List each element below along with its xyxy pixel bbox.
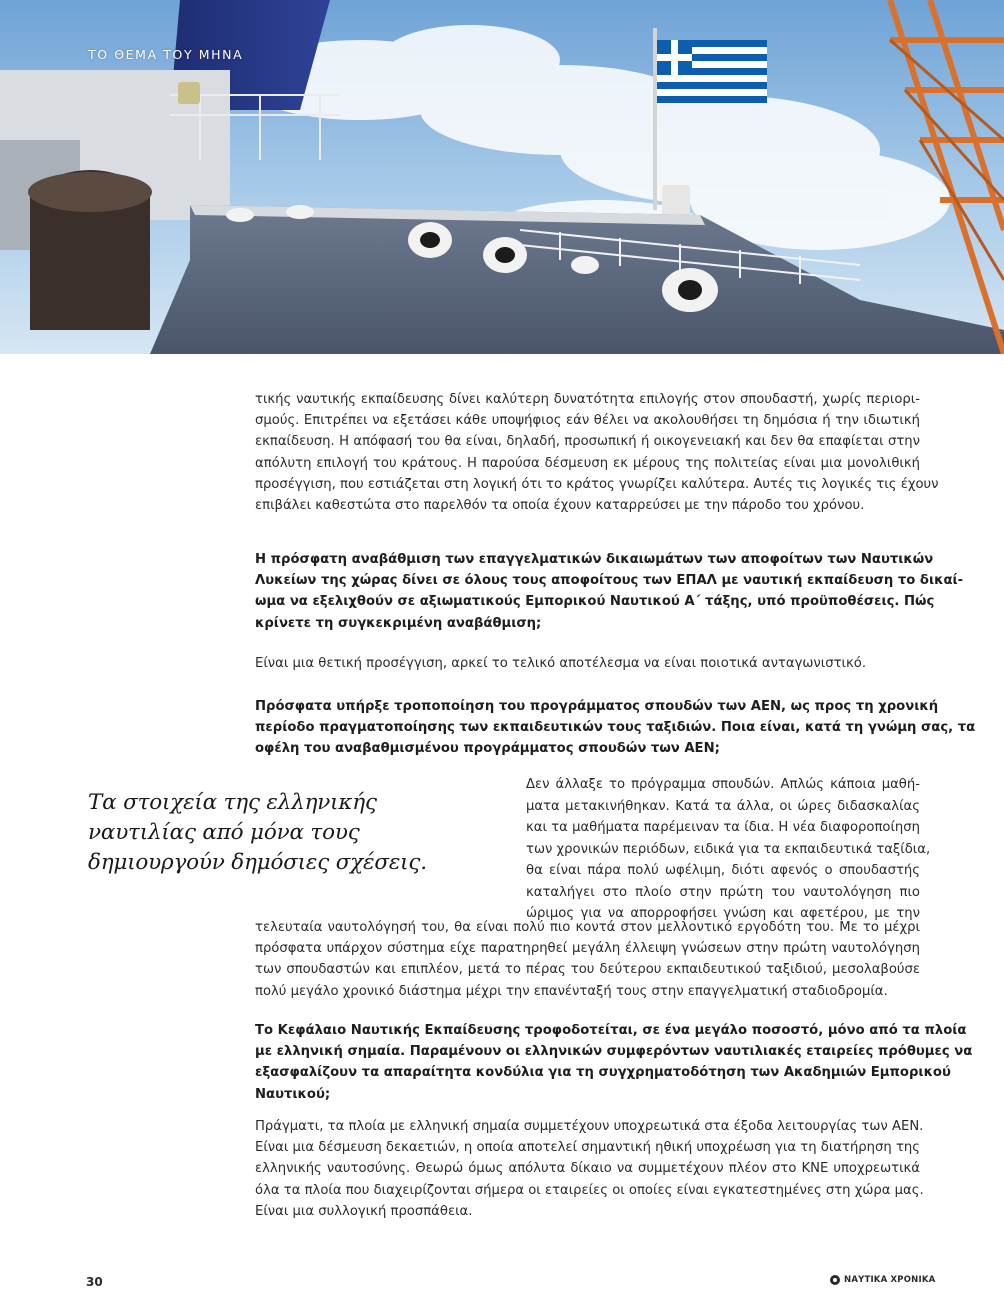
text-line: πρόσφατα υπάρχον σύστημα είχε παρατηρηθεί μεγάλη έλλειψη γνώσεων στην πρώτη ναυτολόγηση xyxy=(255,941,920,957)
footer-brand xyxy=(830,1275,935,1285)
section-label: ΤΟ ΘΕΜΑ ΤΟΥ ΜΗΝΑ xyxy=(88,47,244,62)
text-line: Η πρόσφατη αναβάθμιση των επαγγελματικών δικαιωμάτων των αποφοίτων των Ναυτικών xyxy=(255,552,934,567)
text-line: ωμα να εξελιχθούν σε αξιωματικούς Εμπορικού Ναυτικού Α΄ τάξης, υπό προϋποθέσεις. Πώς xyxy=(255,594,935,610)
pull-quote-line: δημιουργούν δημόσιες σχέσεις. xyxy=(88,850,427,875)
text-line: πολύ μεγάλο χρονικό διάστημα μέχρι την επανένταξή τους στην επαγγελματική σταδιοδρομία. xyxy=(255,983,888,999)
text-line: των χρονικών περιόδων, ειδικά για τα εκπαιδευτικά ταξίδια, xyxy=(526,841,931,857)
text-line: επιβάλει καθεστώτα στο παρελθόν τα οποία έχουν καταρρεύσει με την πάροδο του χρόνου. xyxy=(255,498,865,514)
text-line: τικής ναυτικής εκπαίδευσης δίνει καλύτερη δυνατότητα επιλογής στον σπουδαστή, χωρίς περιορι- xyxy=(255,392,920,407)
text-line: τελευταία ναυτολόγησή του, θα είναι πολύ πιο κοντά στον μελλοντικό εργοδότη του. Με το μέχρι xyxy=(255,920,920,935)
text-line: θα είναι πάρα πολύ ωφέλιμη, διότι αφενός ο σπουδαστής xyxy=(526,863,920,878)
text-line: σμούς. Επιτρέπει να εξετάσει κάθε υποψήφιος εάν θέλει να ακολουθήσει τη δημόσια ή την ιδιωτική xyxy=(255,413,920,429)
text-line: και τα μαθήματα παρέμειναν τα ίδια. Η νέα διαφοροποίηση xyxy=(526,820,920,835)
pull-quote-line: ναυτιλίας από μόνα τους xyxy=(88,820,360,845)
text-line: ματα μετακινήθηκαν. Κατά τα άλλα, οι ώρες διδασκαλίας xyxy=(526,798,920,814)
text-line: Δεν άλλαξε το πρόγραμμα σπουδών. Απλώς κάποια μαθή- xyxy=(526,777,920,792)
question-3 xyxy=(255,1020,973,1105)
pull-quote-line: Τα στοιχεία της ελληνικής xyxy=(88,790,377,815)
text-line: Λυκείων της χώρας δίνει σε όλους τους αποφοίτους των ΕΠΑΛ με ναυτική εκπαίδευση το δικαί- xyxy=(255,573,964,589)
brand-name: ΝΑΥΤΙΚΑ ΧΡΟΝΙΚΑ xyxy=(844,1275,936,1285)
text-line: εξασφαλίζουν τα απαραίτητα κονδύλια για τη συγχρηματοδότηση των Ακαδημιών Εμπορικού xyxy=(255,1065,951,1081)
answer-2-column xyxy=(526,774,931,925)
answer-3 xyxy=(255,1116,924,1222)
text-line: Είναι μια δέσμευση δεκαετιών, η οποία αποτελεί σημαντική ηθική υποχρέωση για τη διατήρηση της xyxy=(255,1140,920,1156)
magazine-logo-icon xyxy=(830,1275,840,1285)
text-line: κρίνετε τη συγκεκριμένη αναβάθμιση; xyxy=(255,615,542,631)
answer-2-continued xyxy=(255,917,920,1002)
header-photo xyxy=(0,0,1004,354)
text-line: Είναι μια συλλογική προσπάθεια. xyxy=(255,1203,473,1219)
text-line: εκπαίδευση. Η απόφασή του θα είναι, δηλαδή, προσωπική ή οικογενειακή και δεν θα επαφίεται στην xyxy=(255,434,920,450)
paragraph-intro xyxy=(255,389,939,516)
text-line: Το Κεφάλαιο Ναυτικής Εκπαίδευσης τροφοδοτείται, σε ένα μεγάλο ποσοστό, μόνο από τα πλοία xyxy=(255,1023,967,1038)
text-line: καταλήγει στο πλοίο στην πρώτη του ναυτολόγηση πιο xyxy=(526,884,920,900)
pull-quote xyxy=(88,788,448,878)
text-line: των σπουδαστών και επιπλέον, μετά το πέρας του δεύτερου εκπαιδευτικού ταξιδιού, μεσολαβούσε xyxy=(255,962,920,978)
text-line: περίοδο πραγματοποίησης των εκπαιδευτικών τους ταξιδιών. Ποια είναι, κατά τη γνώμη σας, τα xyxy=(255,720,976,736)
text-line: ελληνικής ναυτοσύνης. Θεωρώ όμως απόλυτα δίκαιο να συμμετέχουν πλέον στο ΚΝΕ υποχρεωτικά xyxy=(255,1161,920,1177)
text-line: Ναυτικού; xyxy=(255,1086,331,1102)
text-line: με ελληνική σημαία. Παραμένουν οι ελληνικών συμφερόντων ναυτιλιακές εταιρείες πρόθυμες να xyxy=(255,1044,973,1060)
text-line: Είναι μια θετική προσέγγιση, αρκεί το τελικό αποτέλεσμα να είναι ποιοτικά ανταγωνιστικό. xyxy=(255,656,867,671)
question-1 xyxy=(255,549,964,634)
text-line: Πρόσφατα υπήρξε τροποποίηση του προγράμματος σπουδών των ΑΕΝ, ως προς τη χρονική xyxy=(255,699,939,714)
text-line: προσέγγιση, που εστιάζεται στη λογική ότι το κράτος γνωρίζει καλύτερα. Αυτές τις λογικές τις έχουν xyxy=(255,476,939,492)
page-number: 30 xyxy=(86,1275,103,1289)
text-line: όλα τα πλοία που διαχειρίζονται σήμερα οι εταιρείες οι οποίες είναι εγκατεστημένες στη χώρα μας. xyxy=(255,1182,924,1198)
answer-1 xyxy=(255,653,920,674)
question-2 xyxy=(255,696,976,760)
text-line: ώριμος για να απορροφήσει γνώση και αφετέρου, με την xyxy=(526,906,920,921)
text-line: απόλυτη επιλογή του κράτους. Η παρούσα δέσμευση εκ μέρους της πολιτείας είναι μια μονολιθική xyxy=(255,455,920,471)
text-line: Πράγματι, τα πλοία με ελληνική σημαία συμμετέχουν υποχρεωτικά στα έξοδα λειτουργίας των ΑΕΝ. xyxy=(255,1119,924,1134)
text-line: οφέλη του αναβαθμισμένου προγράμματος σπουδών των ΑΕΝ; xyxy=(255,741,720,757)
